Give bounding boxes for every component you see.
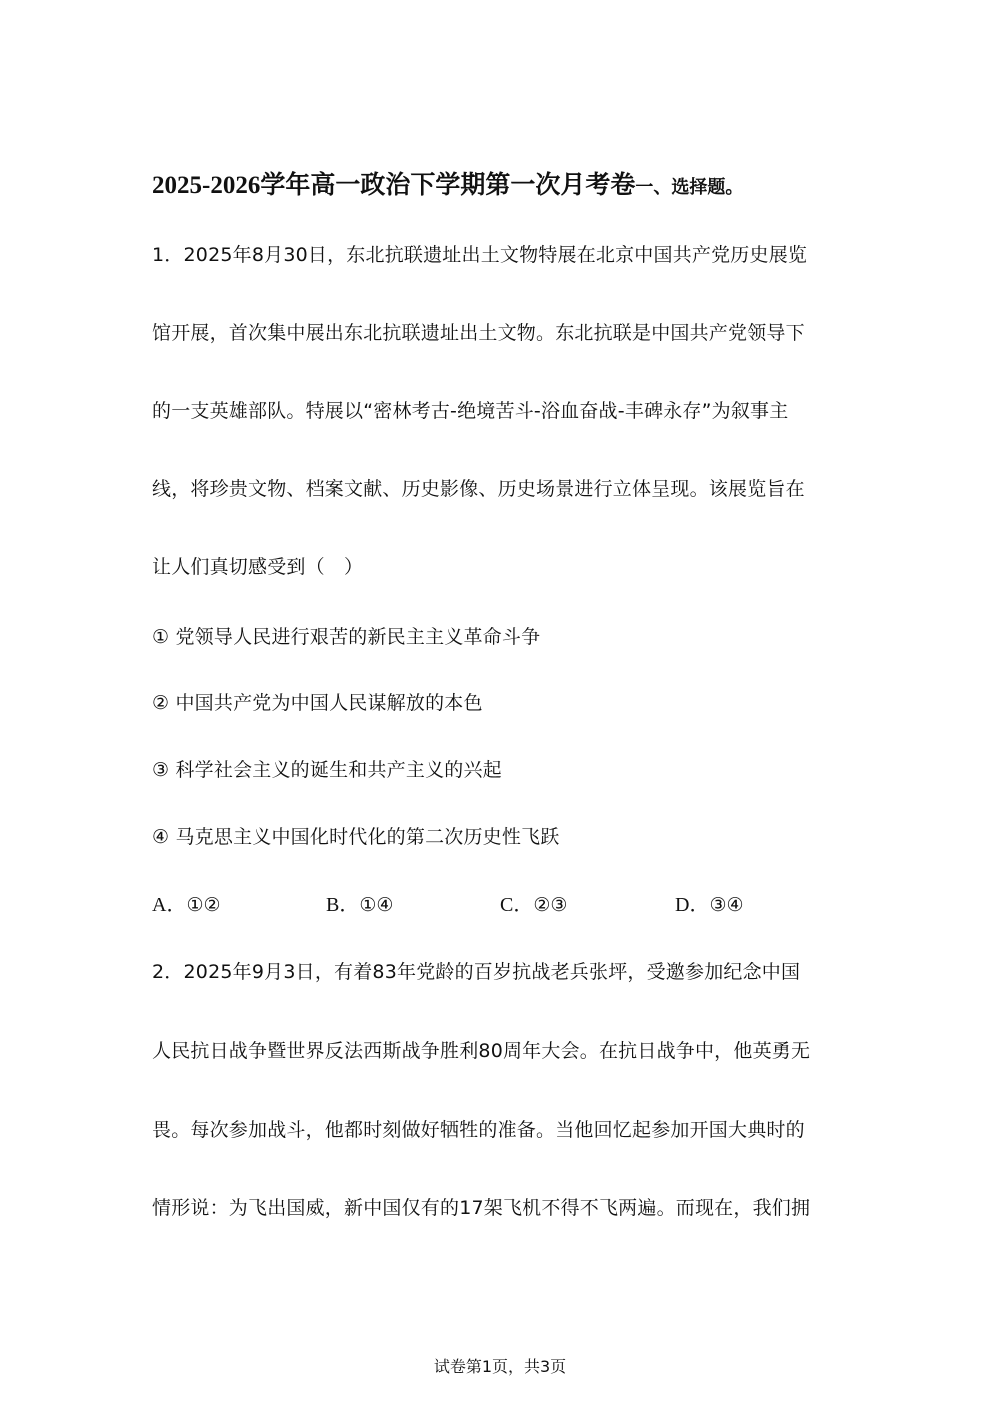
option-c-letter: C． bbox=[500, 894, 534, 916]
question-2-line-3: 畏。每次参加战斗，他都时刻做好牺牲的准备。当他回忆起参加开国大典时的 bbox=[152, 1119, 805, 1141]
option-b[interactable] bbox=[326, 890, 393, 920]
option-c-text: ②③ bbox=[533, 894, 568, 916]
question-2-line-4: 情形说：为飞出国威，新中国仅有的17架飞机不得不飞两遍。而现在，我们拥 bbox=[152, 1197, 811, 1219]
option-d[interactable] bbox=[675, 890, 744, 920]
question-1-line-4: 线，将珍贵文物、档案文献、历史影像、历史场景进行立体呈现。该展览旨在 bbox=[152, 478, 805, 500]
question-2-line-2: 人民抗日战争暨世界反法西斯战争胜利80周年大会。在抗日战争中，他英勇无 bbox=[152, 1040, 811, 1062]
section-heading: 一、选择题。 bbox=[635, 177, 744, 198]
option-a-text: ①② bbox=[186, 894, 221, 916]
option-b-text: ①④ bbox=[359, 894, 394, 916]
option-d-text: ③④ bbox=[709, 894, 744, 916]
statement-4: ④ 马克思主义中国化时代化的第二次历史性飞跃 bbox=[152, 826, 560, 848]
option-a[interactable] bbox=[152, 890, 221, 920]
option-c[interactable] bbox=[500, 890, 567, 920]
option-a-letter: A． bbox=[152, 894, 187, 916]
option-d-letter: D． bbox=[675, 894, 710, 916]
page-footer: 试卷第1页，共3页 bbox=[433, 1357, 567, 1376]
question-1-line-2: 馆开展，首次集中展出东北抗联遗址出土文物。东北抗联是中国共产党领导下 bbox=[152, 322, 805, 344]
exam-title bbox=[152, 168, 872, 206]
option-b-letter: B． bbox=[326, 894, 360, 916]
title-text: 2025-2026学年高一政治下学期第一次月考卷 bbox=[152, 172, 636, 199]
question-1-line-1: 1．2025年8月30日，东北抗联遗址出土文物特展在北京中国共产党历史展览 bbox=[152, 244, 808, 266]
statement-2: ② 中国共产党为中国人民谋解放的本色 bbox=[152, 692, 483, 714]
question-1-line-5: 让人们真切感受到（ ） bbox=[152, 556, 364, 578]
question-2-line-1: 2．2025年9月3日，有着83年党龄的百岁抗战老兵张坪，受邀参加纪念中国 bbox=[152, 961, 801, 983]
question-1-line-3: 的一支英雄部队。特展以“密林考古-绝境苦斗-浴血奋战-丰碑永存”为叙事主 bbox=[152, 400, 789, 422]
statement-1: ① 党领导人民进行艰苦的新民主主义革命斗争 bbox=[152, 626, 541, 648]
statement-3: ③ 科学社会主义的诞生和共产主义的兴起 bbox=[152, 759, 502, 781]
